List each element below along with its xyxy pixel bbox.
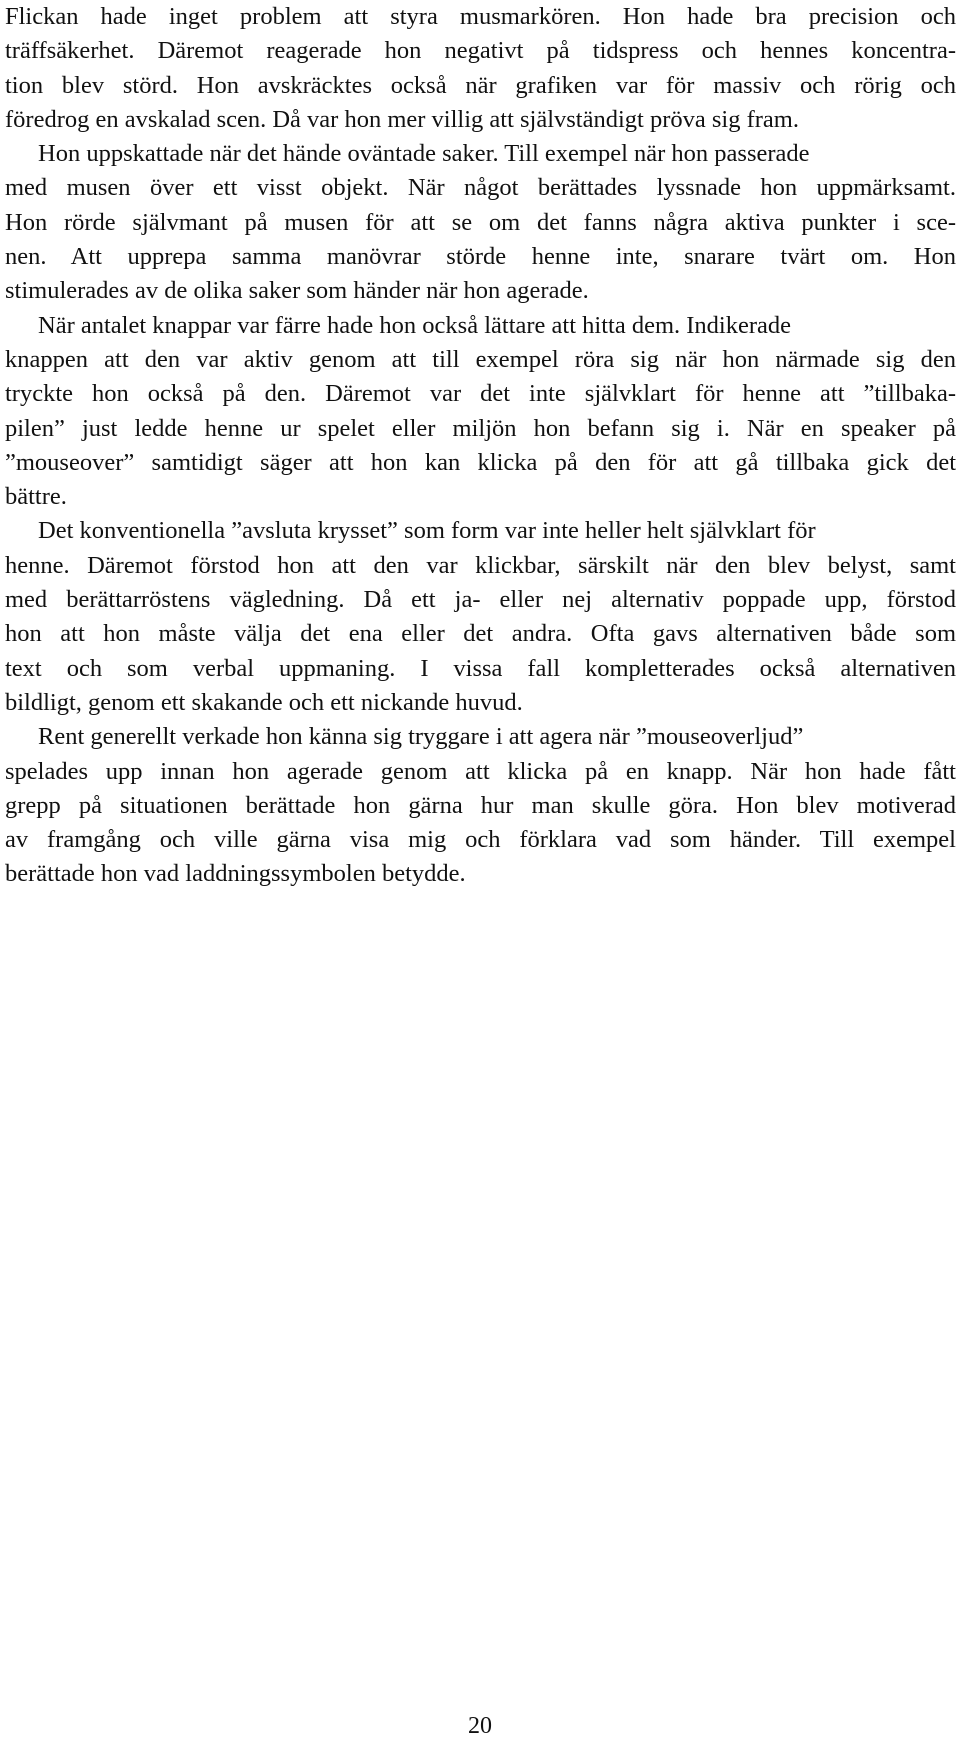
- text-line: bättre.: [5, 483, 67, 511]
- text-line: knappen att den var aktiv genom att till exempel röra sig när hon närmade sig den: [5, 345, 956, 373]
- text-line: nen. Att upprepa samma manövrar störde henne inte, snarare tvärt om. Hon: [5, 243, 956, 271]
- text-line: Hon uppskattade när det hände oväntade saker. Till exempel när hon passerade: [38, 140, 810, 168]
- text-line: med musen över ett visst objekt. När något berättades lyssnade hon uppmärksamt.: [5, 174, 956, 202]
- text-line: Flickan hade inget problem att styra musmarkören. Hon hade bra precision och: [5, 3, 956, 30]
- text-line: grepp på situationen berättade hon gärna hur man skulle göra. Hon blev motiverad: [5, 791, 956, 819]
- text-line: spelades upp innan hon agerade genom att klicka på en knapp. När hon hade fått: [5, 757, 956, 785]
- text-line: med berättarröstens vägledning. Då ett ja- eller nej alternativ poppade upp, förstod: [5, 586, 956, 614]
- text-line: stimulerades av de olika saker som händer när hon agerade.: [5, 277, 589, 305]
- text-line: Rent generellt verkade hon känna sig tryggare i att agera när ”mouseoverljud”: [38, 723, 804, 751]
- text-line: berättade hon vad laddningssymbolen betydde.: [5, 860, 466, 888]
- text-line: träffsäkerhet. Däremot reagerade hon negativt på tidspress och hennes koncentra-: [5, 37, 956, 65]
- text-line: hon att hon måste välja det ena eller det andra. Ofta gavs alternativen både som: [5, 620, 956, 648]
- text-line: text och som verbal uppmaning. I vissa fall kompletterades också alternativen: [5, 654, 956, 682]
- text-line: föredrog en avskalad scen. Då var hon mer villig att självständigt pröva sig fram.: [5, 105, 799, 133]
- text-line: När antalet knappar var färre hade hon också lättare att hitta dem. Indikerade: [38, 311, 792, 339]
- text-line: tion blev störd. Hon avskräcktes också när grafiken var för massiv och rörig och: [5, 71, 956, 99]
- text-line: Hon rörde självmant på musen för att se om det fanns några aktiva punkter i sce-: [5, 208, 956, 236]
- body-text: [5, 0, 956, 892]
- text-line: Det konventionella ”avsluta krysset” som form var inte heller helt självklart för: [38, 517, 816, 545]
- text-line: henne. Däremot förstod hon att den var klickbar, särskilt när den blev belyst, samt: [5, 551, 956, 579]
- text-line: av framgång och ville gärna visa mig och förklara vad som händer. Till exempel: [5, 826, 956, 854]
- text-line: pilen” just ledde henne ur spelet eller miljön hon befann sig i. När en speaker på: [5, 414, 956, 442]
- page-number: 20: [468, 1713, 492, 1739]
- text-line: tryckte hon också på den. Däremot var det inte självklart för henne att ”tillbaka-: [5, 380, 956, 408]
- text-line: ”mouseover” samtidigt säger att hon kan klicka på den för att gå tillbaka gick det: [5, 448, 956, 476]
- text-line: bildligt, genom ett skakande och ett nickande huvud.: [5, 688, 523, 716]
